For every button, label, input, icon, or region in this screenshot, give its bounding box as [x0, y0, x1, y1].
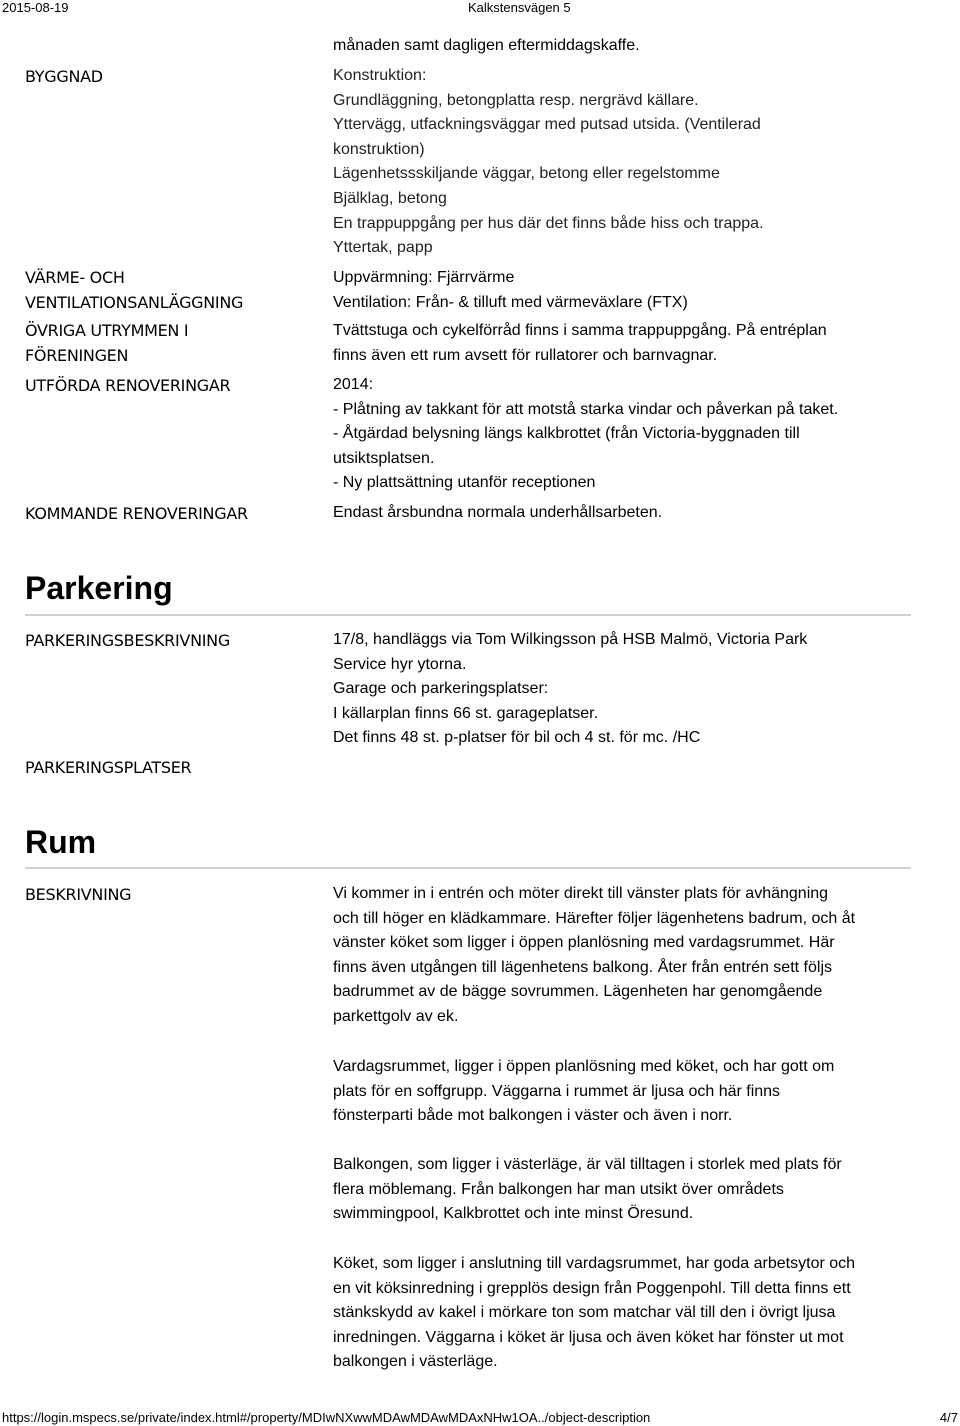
rum-paragraph-4: Köket, som ligger i anslutning till vardagsrummet, har goda arbetsytor och en vit köksinredning i grepplös design från Poggenpohl. Till detta finns ett stänkskydd av kakel i mörkare ton som matchar väl till den i övrigt ljusa inredningen. Väggarna i köket är ljusa och även köket har fönster ut mot balkongen i västerläge.: [333, 1255, 856, 1371]
rum-paragraph-3: Balkongen, som ligger i västerläge, är väl tilltagen i storlek med plats för flera möblemang. Från balkongen har man utsikt över områdets swimmingpool, Kalkbrottet och inte minst Öresund.: [333, 1156, 842, 1223]
ovriga-value: Tvättstuga och cykelförråd finns i samma trappuppgång. På entréplan finns även ett rum avsett för rullatorer och barnvagnar.: [333, 322, 827, 364]
page-number: 4/7: [939, 1410, 958, 1425]
continuation-text: månaden samt dagligen eftermiddagskaffe.: [333, 37, 640, 54]
kommande-value: Endast årsbundna normala underhållsarbeten.: [333, 504, 663, 521]
varme-value: Uppvärmning: Fjärrvärme Ventilation: Från- & tilluft med värmeväxlare (FTX): [333, 269, 688, 311]
print-address: Kalkstensvägen 5: [468, 0, 571, 15]
parkering-divider: [25, 614, 911, 616]
kommande-label: KOMMANDE RENOVERINGAR: [25, 504, 248, 523]
byggnad-value: Konstruktion: Grundläggning, betongplatta resp. nergrävd källare. Yttervägg, utfackningsväggar med putsad utsida. (Ventilerad konstruktion) Lägenhetssskiljande väggar, betong eller regelstomme Bjälklag, betong En trappuppgång per hus där det finns både hiss och trappa. Yttertak, papp: [333, 67, 764, 257]
parkeringsbeskrivning-label: PARKERINGSBESKRIVNING: [25, 631, 230, 650]
rum-paragraph-2: Vardagsrummet, ligger i öppen planlösning med köket, och har gott om plats för en soffgrupp. Väggarna i rummet är ljusa och här finns fönsterparti både mot balkongen i väster och även i norr.: [333, 1058, 835, 1125]
print-date: 2015-08-19: [2, 0, 69, 15]
print-url[interactable]: https://login.mspecs.se/private/index.html#/property/MDIwNXwwMDAwMDAwMDAxNHw1OA../object-description: [2, 1410, 651, 1425]
print-header: [0, 0, 960, 18]
print-footer: [0, 1410, 960, 1426]
byggnad-label: BYGGNAD: [25, 67, 103, 86]
utforda-label: UTFÖRDA RENOVERINGAR: [25, 376, 231, 395]
parkeringsplatser-label: PARKERINGSPLATSER: [25, 758, 192, 777]
parkering-heading: Parkering: [25, 570, 173, 606]
rum-beskrivning-label: BESKRIVNING: [25, 885, 132, 904]
rum-heading: Rum: [25, 824, 97, 860]
ovriga-label: ÖVRIGA UTRYMMEN I FÖRENINGEN: [25, 321, 189, 365]
varme-label: VÄRME- OCH VENTILATIONSANLÄGGNING: [25, 268, 244, 312]
utforda-value: 2014: - Plåtning av takkant för att motstå starka vindar och påverkan på taket. - Åtgärdad belysning längs kalkbrottet (från Victoria-byggnaden till utsiktsplatsen. - Ny plattsättning utanför receptionen: [333, 376, 839, 492]
rum-paragraph-1: Vi kommer in i entrén och möter direkt till vänster plats för avhängning och till höger en klädkammare. Härefter följer lägenhetens badrum, och åt vänster köket som ligger i öppen planlösning med vardagsrummet. Här finns även utgången till lägenhetens balkong. Åter från entrén sett följs badrummet av de bägge sovrummen. Lägenheten har genomgående parkettgolv av ek.: [333, 885, 856, 1025]
rum-divider: [25, 867, 911, 869]
parkering-value: 17/8, handläggs via Tom Wilkingsson på HSB Malmö, Victoria Park Service hyr ytorna. Garage och parkeringsplatser: I källarplan finns 66 st. garageplatser. Det finns 48 st. p-platser för bil och 4 st. för mc. /HC: [333, 631, 808, 747]
